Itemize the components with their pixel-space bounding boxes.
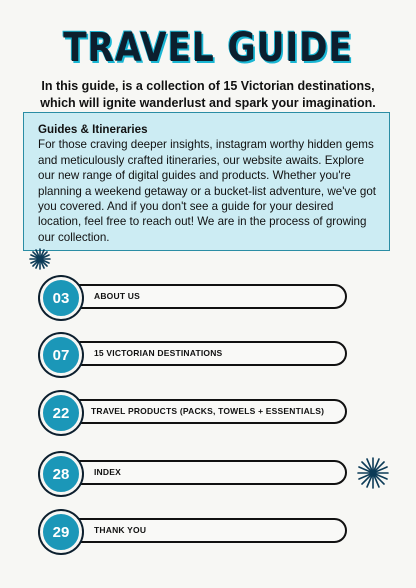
info-box-body: For those craving deeper insights, instagram worthy hidden gems and meticulously crafted itineraries, our website awaits. Explore our new range of digital guides and products. Whether you're planning a weekend getaway or a bucket-list adventure, we've got you covered. And if you don't see a guide for your desired location, feel free to reach out! We are in the process of growing our collection. bbox=[38, 138, 376, 244]
contents-row-index[interactable] bbox=[40, 456, 350, 492]
contents-row-destinations[interactable] bbox=[40, 337, 350, 373]
contents-label: ABOUT US bbox=[94, 291, 140, 301]
contents-pill bbox=[62, 460, 347, 485]
info-box bbox=[23, 112, 390, 251]
contents-pill bbox=[62, 341, 347, 366]
contents-row-thank-you[interactable] bbox=[40, 514, 350, 550]
page-number-badge: 03 bbox=[40, 277, 82, 319]
contents-pill bbox=[62, 399, 347, 424]
starburst-icon bbox=[356, 456, 390, 490]
page-number-badge: 29 bbox=[40, 511, 82, 553]
contents-label: INDEX bbox=[94, 467, 121, 477]
contents-label: THANK YOU bbox=[94, 525, 147, 535]
page-number-badge: 28 bbox=[40, 453, 82, 495]
contents-row-travel-products[interactable] bbox=[40, 395, 350, 431]
intro-text: In this guide, is a collection of 15 Victorian destinations, which will ignite wanderlust and spark your imagination. bbox=[40, 79, 376, 110]
contents-label: TRAVEL PRODUCTS (PACKS, TOWELS + ESSENTIALS) bbox=[91, 406, 325, 416]
info-box-heading: Guides & Itineraries bbox=[38, 123, 148, 136]
starburst-icon bbox=[24, 247, 56, 271]
contents-pill bbox=[62, 518, 347, 543]
page-title: TRAVEL GUIDE bbox=[63, 25, 353, 71]
page-number-badge: 07 bbox=[40, 334, 82, 376]
contents-pill bbox=[62, 284, 347, 309]
contents-row-about-us[interactable] bbox=[40, 280, 350, 316]
contents-label: 15 VICTORIAN DESTINATIONS bbox=[94, 348, 223, 358]
page-number-badge: 22 bbox=[40, 392, 82, 434]
